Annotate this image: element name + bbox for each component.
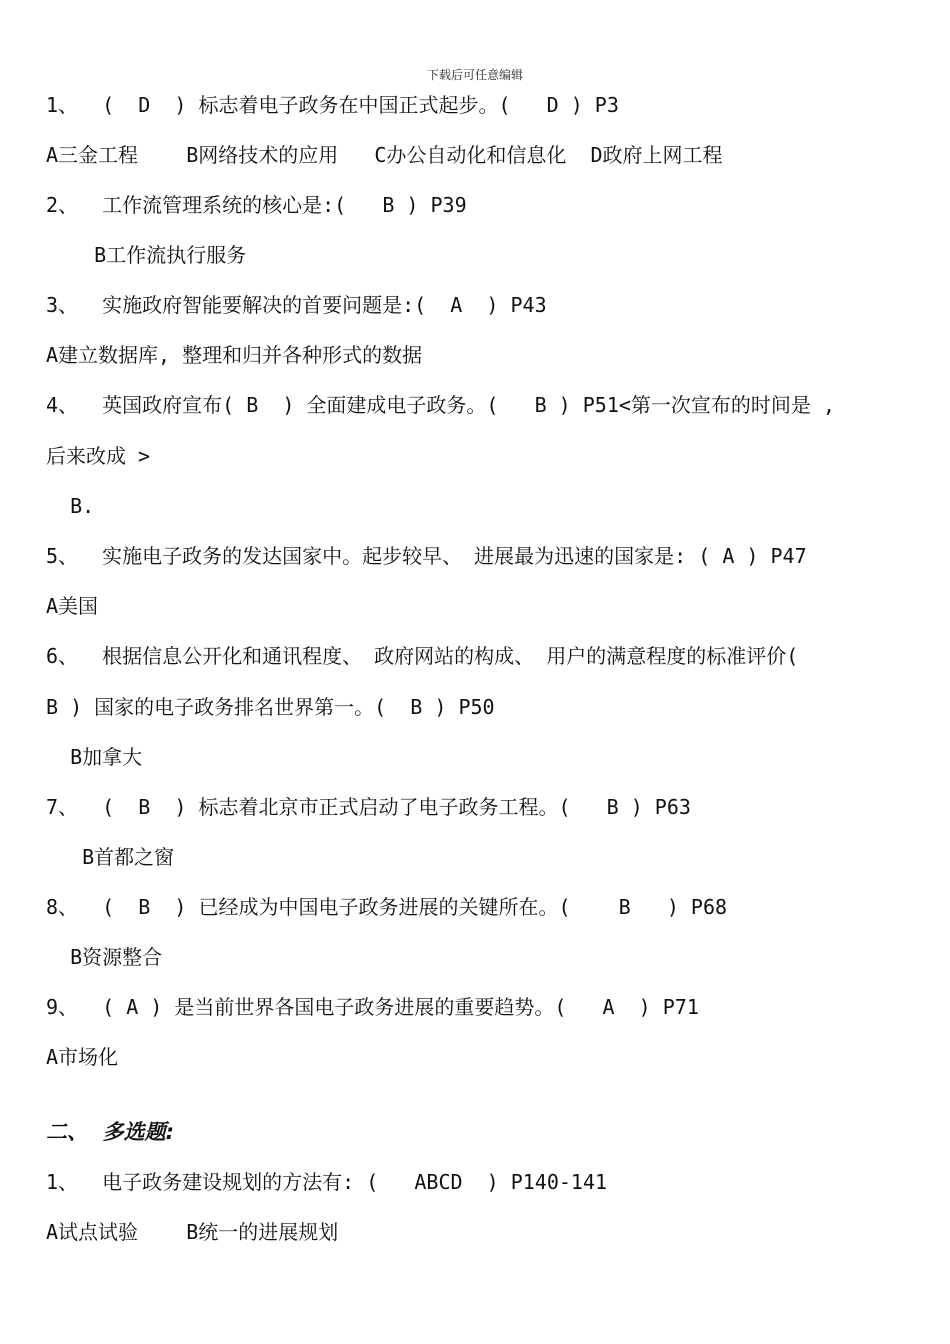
section-title-multiple-choice: 二、 多选题: (46, 1120, 175, 1144)
page-header: 下载后可任意编辑 (426, 68, 523, 82)
question-1: 1、 ( D ) 标志着电子政务在中国正式起步。( D ) P3 (46, 93, 619, 117)
question-9: 9、 ( A ) 是当前世界各国电子政务进展的重要趋势。( A ) P71 (46, 995, 699, 1019)
question-4-cont: 后来改成 > (46, 444, 151, 468)
mc-question-1-options: A试点试验 B统一的进展规划 (46, 1220, 339, 1244)
question-3: 3、 实施政府智能要解决的首要问题是:( A ) P43 (46, 293, 547, 317)
question-8-answer: B资源整合 (46, 945, 163, 969)
mc-question-1: 1、 电子政务建设规划的方法有: ( ABCD ) P140-141 (46, 1170, 608, 1194)
question-5-answer: A美国 (46, 594, 99, 618)
question-6: 6、 根据信息公开化和通讯程度、 政府网站的构成、 用户的满意程度的标准评价( (46, 644, 799, 668)
question-4: 4、 英国政府宣布( B ) 全面建成电子政务。( B ) P51<第一次宣布的时间是 , (46, 393, 835, 417)
question-7-answer: B首都之窗 (46, 845, 175, 869)
question-9-answer: A市场化 (46, 1045, 119, 1069)
question-2: 2、 工作流管理系统的核心是:( B ) P39 (46, 193, 467, 217)
question-8: 8、 ( B ) 已经成为中国电子政务进展的关键所在。( B ) P68 (46, 895, 728, 919)
question-6-cont: B ) 国家的电子政务排名世界第一。( B ) P50 (46, 695, 495, 719)
question-2-answer: B工作流执行服务 (46, 243, 247, 267)
question-6-answer: B加拿大 (46, 745, 143, 769)
question-1-options: A三金工程 B网络技术的应用 C办公自动化和信息化 D政府上网工程 (46, 143, 723, 167)
question-4-answer: B. (46, 494, 95, 518)
question-5: 5、 实施电子政务的发达国家中。起步较早、 进展最为迅速的国家是: ( A ) P47 (46, 544, 807, 568)
question-7: 7、 ( B ) 标志着北京市正式启动了电子政务工程。( B ) P63 (46, 795, 691, 819)
question-3-answer: A建立数据库, 整理和归并各种形式的数据 (46, 343, 423, 367)
